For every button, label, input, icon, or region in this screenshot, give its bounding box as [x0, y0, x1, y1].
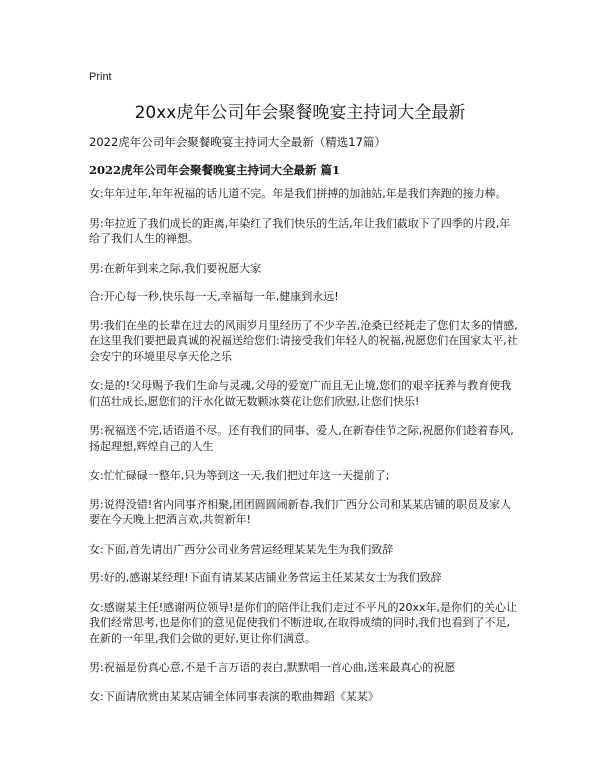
paragraph: 女:是的!父母赐予我们生命与灵魂,父母的爱宽广而且无止境,您们的艰辛抚养与教育使我们茁壮成长,愿您们的汗水化做无数颗冰葵花让您们欣慰,让您们快乐! [89, 379, 512, 408]
print-label[interactable]: Print [89, 71, 112, 83]
paragraph: 女:感谢某主任!感谢两位领导!是你们的陪伴让我们走过不平凡的20xx年,是你们的关心让我们经常思考,也是你们的意见促使我们不断进取,在取得成绩的同时,我们也看到了不足,在新的一年里,我们会做的更好,更让你们满意。 [89, 600, 518, 645]
paragraph: 男:祝福是份真心意,不是千言万语的表白,默默唱一首心曲,送来最真心的祝愿 [89, 661, 456, 674]
paragraph: 男:好的,感谢某经理!下面有请某某店铺业务营运主任某某女士为我们致辞 [89, 571, 442, 584]
section-heading: 2022虎年公司年会聚餐晚宴主持词大全最新 篇1 [89, 163, 341, 177]
paragraph: 女:年年过年,年年祝福的话儿道不完。年是我们拼搏的加油站,年是我们奔跑的接力棒。 [89, 187, 507, 200]
paragraph: 男:我们在坐的长辈在过去的风雨岁月里经历了不少辛苦,沧桑已经耗走了您们太多的情感,在这里我们要把最真诚的祝福送给您们:请接受我们年轻人的祝福,祝愿您们在国家太平,社会安宁的环境里尽享天伦之乐 [89, 318, 518, 363]
paragraph: 合:开心每一秒,快乐每一天,幸福每一年,健康到永远! [89, 290, 339, 303]
paragraph: 男:在新年到来之际,我们要祝愿大家 [89, 261, 262, 275]
body-text [89, 186, 519, 717]
paragraph: 男:说得没错!省内同事齐相聚,团团圆圆闹新春,我们广西分公司和某某店铺的职员及家人要在今天晚上把酒言欢,共贺新年! [89, 497, 512, 526]
paragraph: 男:祝福送不完,话语道不尽。还有我们的同事、爱人,在新春佳节之际,祝愿你们趁着春风,扬起理想,辉煌自己的人生 [89, 424, 514, 453]
page-title: 20xx虎年公司年会聚餐晚宴主持词大全最新 [134, 103, 466, 123]
paragraph: 男:年拉近了我们成长的距离,年染红了我们快乐的生活,年让我们截取下了四季的片段,年给了我们人生的禅想。 [89, 216, 511, 245]
paragraph: 女:下面,首先请出广西分公司业务营运经理某某先生为我们致辞 [89, 542, 394, 556]
document-subtitle: 2022虎年公司年会聚餐晚宴主持词大全最新（精选17篇） [89, 135, 386, 149]
paragraph: 女:忙忙碌碌一整年,只为等到这一天,我们把过年这一天提前了; [89, 469, 390, 482]
paragraph: 女:下面请欣赏由某某店铺全体同事表演的歌曲舞蹈《某某》 [89, 689, 379, 703]
